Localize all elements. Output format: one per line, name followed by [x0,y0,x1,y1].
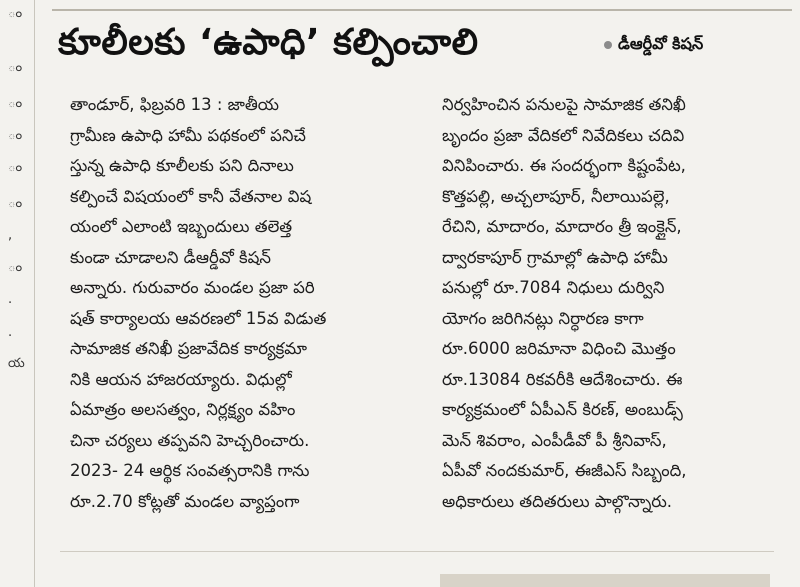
text-line: ఏమాత్రం అలసత్వం, నిర్లక్ష్యం వహిం [70,400,296,419]
text-line: బృందం ప్రజా వేదికలో నివేదికలు చదివి [442,125,685,145]
margin-glyph: ం [8,160,23,175]
text-line: మెన్ శివరాం, ఎంపీడీవో పీ శ్రీనివాస్, [442,430,667,450]
article-column-left [70,90,405,517]
article-column-right [442,90,782,517]
margin-glyph: య [8,356,25,371]
text-line: స్తున్న ఉపాధి కూలీలకు పని దినాలు [70,156,294,175]
text-line: యంలో ఎలాంటి ఇబ్బందులు తలెత్త [70,217,293,236]
text-line: ద్వారకాపూర్ గ్రామాల్లో ఉపాధి హామీ [442,247,668,267]
article-headline: కూలీలకు ‘ఉపాధి’ కల్పించాలి [58,22,479,63]
text-line: 2023- 24 ఆర్థిక సంవత్సరానికి గాను [70,461,310,480]
byline-text: డీఆర్డీవో కిషన్ [618,34,704,53]
margin-glyph: , [8,228,13,243]
text-line: రూ.2.70 కోట్లతో మండల వ్యాప్తంగా [70,491,300,511]
margin-glyph: ం [8,196,23,211]
text-line: నిర్వహించిన పనులపై సామాజిక తనిఖీ [442,95,686,114]
margin-glyph: ం [8,260,23,275]
text-line: ఏపీవో నందకుమార్, ఈజీఎస్ సిబ్బంది, [442,461,687,480]
text-line: యోగం జరిగినట్లు నిర్ధారణ కాగా [442,308,644,328]
text-line: వినిపించారు. ఈ సందర్భంగా కిష్టంపేట, [442,156,686,175]
text-line: అధికారులు తదితరులు పాల్గొన్నారు. [442,491,673,511]
bullet-icon [604,41,612,49]
margin-glyph: ం [8,60,23,75]
text-line: తాండూర్, ఫిబ్రవరి 13 : జాతీయ [70,95,280,114]
text-line: పనుల్లో రూ.7084 నిధులు దుర్విని [442,278,665,297]
margin-glyph: . [8,325,13,340]
text-line: చినా చర్యలు తప్పవని హెచ్చరించారు. [70,430,310,450]
text-line: కల్పించే విషయంలో కానీ వేతనాల విష [70,186,312,206]
text-line: రూ.13084 రికవరీకి ఆదేశించారు. ఈ [442,369,683,389]
text-line: రేచిని, మాదారం, మాదారం త్రీ ఇంక్లైన్, [442,217,682,236]
bottom-rule [60,551,774,552]
adjacent-column-edge [0,0,35,587]
text-line: షత్ కార్యాలయ ఆవరణలో 15వ విడుత [70,308,327,328]
text-line: కొత్తపల్లి, అచ్చలాపూర్, నీలాయిపల్లె, [442,186,670,206]
next-article-photo [440,574,770,587]
margin-glyph: ం [8,128,23,143]
text-line: నికి ఆయన హాజరయ్యారు. విధుల్లో [70,369,292,389]
text-line: కార్యక్రమంలో ఏపీఎన్ కిరణ్, అంబుడ్స్ [442,400,683,419]
margin-glyph: ం [8,96,23,111]
margin-glyph: ం [8,6,23,21]
text-line: సామాజిక తనిఖీ ప్రజావేదిక కార్యక్రమా [70,339,308,358]
text-line: కుండా చూడాలని డీఆర్డీవో కిషన్ [70,247,272,267]
margin-glyph: . [8,292,13,307]
text-line: అన్నారు. గురువారం మండల ప్రజా పరి [70,278,315,297]
top-rule [52,9,792,11]
article-byline [604,34,703,57]
text-line: గ్రామీణ ఉపాధి హామీ పథకంలో పనిచే [70,125,306,145]
text-line: రూ.6000 జరిమానా విధించి మొత్తం [442,339,676,358]
